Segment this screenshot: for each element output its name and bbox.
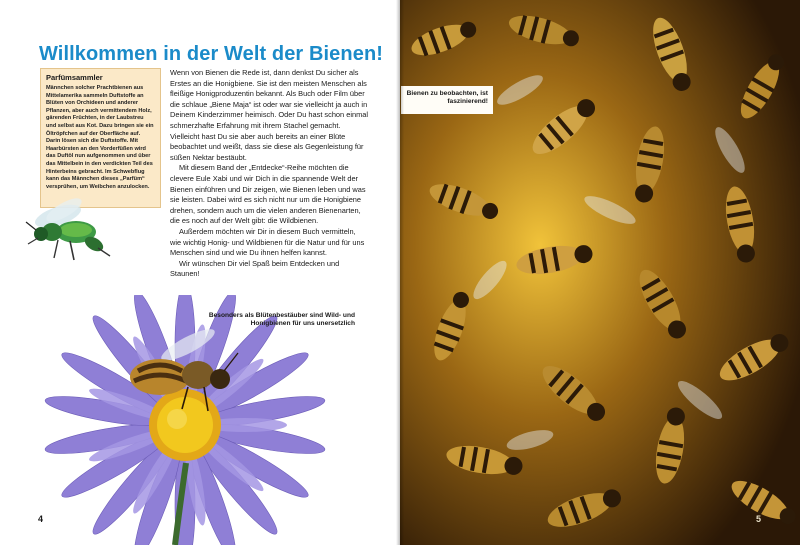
page-number-left: 4	[38, 514, 44, 524]
intro-paragraph-1: Wenn von Bienen die Rede ist, dann denkst Du sicher als Erstes an die Honigbiene. Sie ist den meisten Menschen als fleißige Honigproduzentin bekannt. Als Buch oder Film über die schlaue „Biene Maja“ ist oder war sie vielleicht ja auch in Deinem Kinderzimmer heimisch. Oder Du hast schon einmal schmerzhafte Erfahrung mit ihrem Stachel gemacht. Vielleicht hast Du sie aber auch bereits an einer Blüte beobachtet und weißt, dass sie diese als Gegenleistung für süßen Nektar bestäubt.	[170, 68, 368, 162]
comb-caption-box	[401, 86, 493, 114]
sidebar-text: Männchen solcher Prachtbienen aus Mittelamerika sammeln Duftstoffe an Blüten von Orchideen und anderer Pflanzen, aber auch vermittendem Holz, gärenden Früchten, in der Laubstreu und selbst aus Kot. Dazu bringen sie ein Öltröpfchen auf der Oberfläche auf. Darin lösen sich die Duftstoffe. Mit Haarbürsten an den Vorderfüßen wird das Duftöl nun aufgenommen und über das Mittelbein in den verdickten Teil des Hinterbeins gebracht. Im Schwebflug kann das Männchen dieses „Parfüm“ versprühen, um Weibchen anzulocken.	[46, 85, 154, 190]
intro-paragraph-2: Mit diesem Band der „Entdecke“-Reihe möchten die clevere Eule Xabi und wir Dich in die spannende Welt der Bienen einführen und Dir zeigen, wie Bienen leben und was sie leisten. Dabei wird es sich nicht nur um die Honigbiene drehen, sondern auch um die vielen anderen Bienenarten, die es noch auf der Welt gibt: die Wildbienen.	[170, 163, 366, 226]
comb-caption: Bienen zu beobachten, ist faszinierend!	[406, 90, 488, 105]
aster-flower-photo	[0, 295, 400, 545]
intro-paragraph-3: Außerdem möchten wir Dir in diesem Buch vermitteln, wie wichtig Honig- und Wildbienen für die Natur und für uns Menschen sind und wie Du ihnen helfen kannst.	[170, 226, 365, 258]
page-title: Willkommen in der Welt der Bienen!	[39, 43, 384, 65]
intro-paragraph-4: Wir wünschen Dir viel Spaß beim Entdecken und Staunen!	[170, 258, 340, 279]
sidebar-heading: Parfümsammler	[46, 73, 103, 82]
orchid-bee-illustration	[14, 186, 126, 266]
flower-caption: Besonders als Blütenbestäuber sind Wild- und Honigbienen für uns unersetzlich	[208, 312, 355, 328]
book-gutter	[396, 0, 404, 545]
page-number-right: 5	[756, 514, 762, 524]
intro-text	[170, 68, 368, 280]
honeycomb-bees-photo	[400, 0, 800, 545]
